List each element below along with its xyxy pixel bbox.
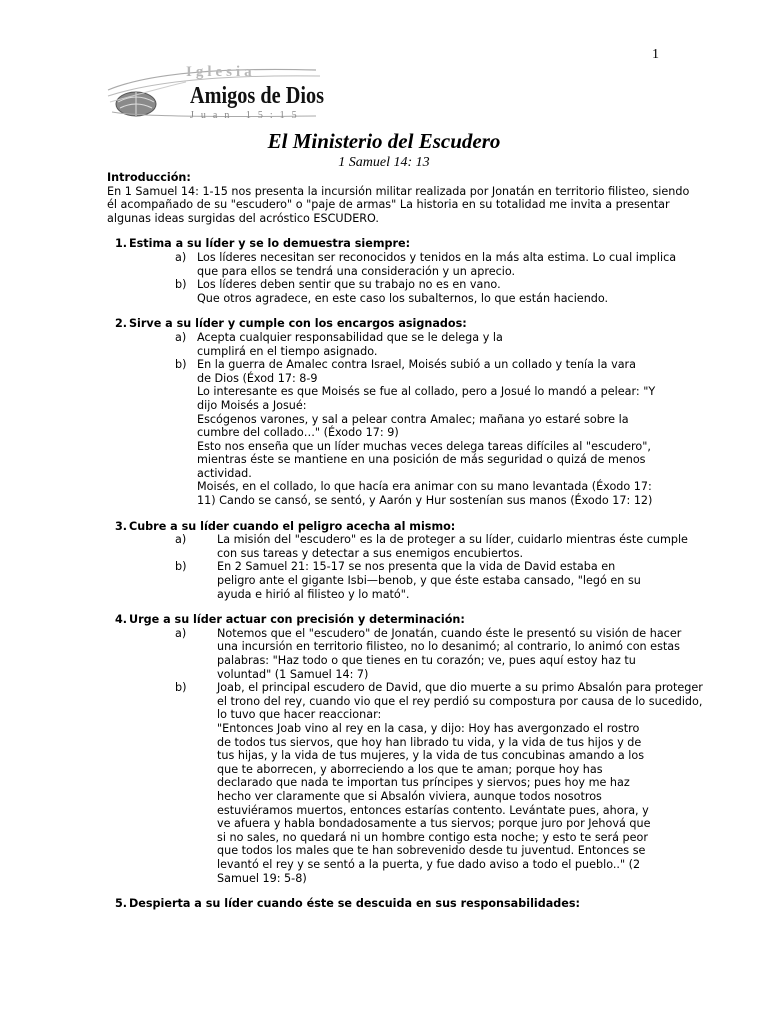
church-logo xyxy=(106,62,328,124)
item-letter: a) xyxy=(175,626,187,640)
section-title xyxy=(107,897,712,911)
item-line: La misión del "escudero" es la de proteger a su líder, cuidarlo mientras éste cumple xyxy=(217,533,688,547)
note-line: Moisés, en el collado, lo que hacía era animar con su mano levantada (Éxodo 17: xyxy=(197,480,652,494)
item-line: levantó el rey y se sentó a la puerta, y fue dado aviso a todo el pueblo.." (2 xyxy=(217,857,641,871)
list-item xyxy=(107,560,712,601)
section-number: 1. xyxy=(114,237,127,251)
item-line: peligro ante el gigante Isbi—benob, y que éste estaba cansado, "legó en su xyxy=(217,574,641,588)
item-line: tus hijas, y la vida de tus mujeres, y la vida de tus concubinas amando a los xyxy=(217,749,645,763)
logo-verse-text: Juan 15:15 xyxy=(190,110,304,121)
item-line: lo tuvo que hacer reaccionar: xyxy=(217,708,382,722)
item-line: con sus tareas y detectar a sus enemigos encubiertos. xyxy=(217,546,524,560)
document-title: El Ministerio del Escudero xyxy=(267,129,501,153)
page-number: 1 xyxy=(652,47,659,62)
intro-heading: Introducción: xyxy=(107,171,191,184)
section-title-text: Estima a su líder y se lo demuestra siempre: xyxy=(129,237,411,251)
section-number: 2. xyxy=(114,317,127,331)
list-item xyxy=(107,681,712,885)
item-line: palabras: "Haz todo o que tienes en tu corazón; ve, pues aquí estoy haz tu xyxy=(217,654,636,667)
section-number: 3. xyxy=(114,519,127,533)
note-line: Lo interesante es que Moisés se fue al collado, pero a Josué lo mandó a pelear: "Y xyxy=(197,385,656,399)
item-letter: b) xyxy=(175,681,187,695)
item-line: Los líderes deben sentir que su trabajo no es en vano. xyxy=(197,278,501,292)
section-number: 4. xyxy=(114,613,127,627)
list-item xyxy=(107,533,712,560)
item-line: estuviéramos muertos, entonces estarías contento. Levántate pues, ahora, y xyxy=(217,803,649,817)
item-letter: a) xyxy=(175,330,187,344)
item-line: declarado que nada te importan tus príncipes y siervos; pues hoy me haz xyxy=(217,776,630,790)
item-line: Acepta cualquier responsabilidad que se le delega y la xyxy=(197,330,503,344)
item-line: Notemos que el "escudero" de Jonatán, cuando éste le presentó su visión de hacer xyxy=(217,626,682,640)
section-title-text: Cubre a su líder cuando el peligro acecha al mismo: xyxy=(129,519,456,533)
item-line: Los líderes necesitan ser reconocidos y tenidos en la más alta estima. Lo cual implica xyxy=(197,250,677,264)
item-line: de Dios (Éxod 17: 8-9 xyxy=(197,371,318,385)
item-line: una incursión en territorio filisteo, no lo desanimó; al contrario, lo animó con estas xyxy=(217,640,680,654)
item-line: si no sales, no quedará ni un hombre contigo esta noche; y esto te será peor xyxy=(217,830,648,844)
item-letter: b) xyxy=(175,358,187,372)
list-item xyxy=(107,627,712,681)
item-line: Joab, el principal escudero de David, que dio muerte a su primo Absalón para proteger xyxy=(217,681,703,695)
intro-paragraph xyxy=(107,185,712,226)
intro-line: él acompañado de su "escudero" o "paje de armas" La historia en su totalidad me invita a presentar xyxy=(107,198,670,212)
item-letter: a) xyxy=(175,533,187,547)
item-line: el trono del rey, cuando vio que el rey perdió su compostura por causa de lo sucedido, xyxy=(217,694,703,708)
section-note xyxy=(107,385,712,507)
section-title-text: Sirve a su líder y cumple con los encargos asignados: xyxy=(129,317,467,331)
document-subtitle: 1 Samuel 14: 13 xyxy=(338,155,430,170)
item-letter: b) xyxy=(175,278,187,292)
item-line: cumplirá en el tiempo asignado. xyxy=(197,344,378,358)
item-line: que para ellos se tendrá una consideración y un aprecio. xyxy=(197,264,516,278)
section-title xyxy=(107,613,712,627)
globe-icon xyxy=(116,92,156,116)
note-line: cumbre del collado…" (Éxodo 17: 9) xyxy=(197,426,399,440)
section-3 xyxy=(107,520,712,602)
note-line: 11) Cando se cansó, se sentó, y Aarón y Hur sostenían sus manos (Éxodo 17: 12) xyxy=(197,494,653,508)
note-line: mientras éste se mantiene en una posición de más seguridad o quizá de menos xyxy=(197,453,646,467)
intro-line: algunas ideas surgidas del acróstico ESCUDERO. xyxy=(107,211,379,225)
item-line: que te aborrecen, y aborreciendo a los que te aman; porque hoy has xyxy=(217,762,603,776)
item-line: que todos los males que te han sobrevenido desde tu juventud. Entonces se xyxy=(217,844,646,858)
item-letter: b) xyxy=(175,560,187,574)
section-title xyxy=(107,317,712,331)
item-line: ayuda e hirió al filisteo y lo mató". xyxy=(217,587,410,601)
item-line: En la guerra de Amalec contra Israel, Moisés subió a un collado y tenía la vara xyxy=(197,358,636,372)
section-title xyxy=(107,520,712,534)
list-item xyxy=(107,278,712,305)
list-item xyxy=(107,358,712,385)
item-letter: a) xyxy=(175,250,187,264)
logo-name-text: Amigos de Dios xyxy=(190,83,324,109)
item-line: de todos tus siervos, que hoy han librado tu vida, y la vida de tus hijos y de xyxy=(217,735,642,749)
section-title-text: Urge a su líder actuar con precisión y determinación: xyxy=(129,613,465,627)
section-1 xyxy=(107,237,712,305)
note-line: Esto nos enseña que un líder muchas veces delega tareas difíciles al "escudero", xyxy=(197,439,651,453)
section-title xyxy=(107,237,712,251)
note-line: dijo Moisés a Josué: xyxy=(197,398,307,412)
logo-church-text: Iglesia xyxy=(186,64,256,80)
list-item xyxy=(107,251,712,278)
section-list xyxy=(107,237,712,910)
list-item xyxy=(107,331,712,358)
note-line: Escógenos varones, y sal a pelear contra Amalec; mañana yo estaré sobre la xyxy=(197,412,629,426)
note-line: actividad. xyxy=(197,466,252,480)
section-title-text: Despierta a su líder cuando éste se descuida en sus responsabilidades: xyxy=(129,897,581,911)
item-line: "Entonces Joab vino al rey en la casa, y dijo: Hoy has avergonzado el rostro xyxy=(217,721,640,735)
section-2 xyxy=(107,317,712,507)
item-line: Que otros agradece, en este caso los subalternos, lo que están haciendo. xyxy=(197,291,609,305)
section-5 xyxy=(107,897,712,911)
item-line: Samuel 19: 5-8) xyxy=(217,871,307,885)
document-body xyxy=(107,171,712,911)
item-line: hecho ver claramente que si Absalón viviera, aunque todos nosotros xyxy=(217,789,602,803)
section-4 xyxy=(107,613,712,885)
section-number: 5. xyxy=(114,897,127,911)
item-line: En 2 Samuel 21: 15-17 se nos presenta que la vida de David estaba en xyxy=(217,560,616,574)
item-line: voluntad" (1 Samuel 14: 7) xyxy=(217,667,369,681)
item-line: ve afuera y habla bondadosamente a tus siervos; porque juro por Jehová que xyxy=(217,817,651,831)
intro-line: En 1 Samuel 14: 1-15 nos presenta la incursión militar realizada por Jonatán en territorio filisteo, siendo xyxy=(107,184,690,198)
